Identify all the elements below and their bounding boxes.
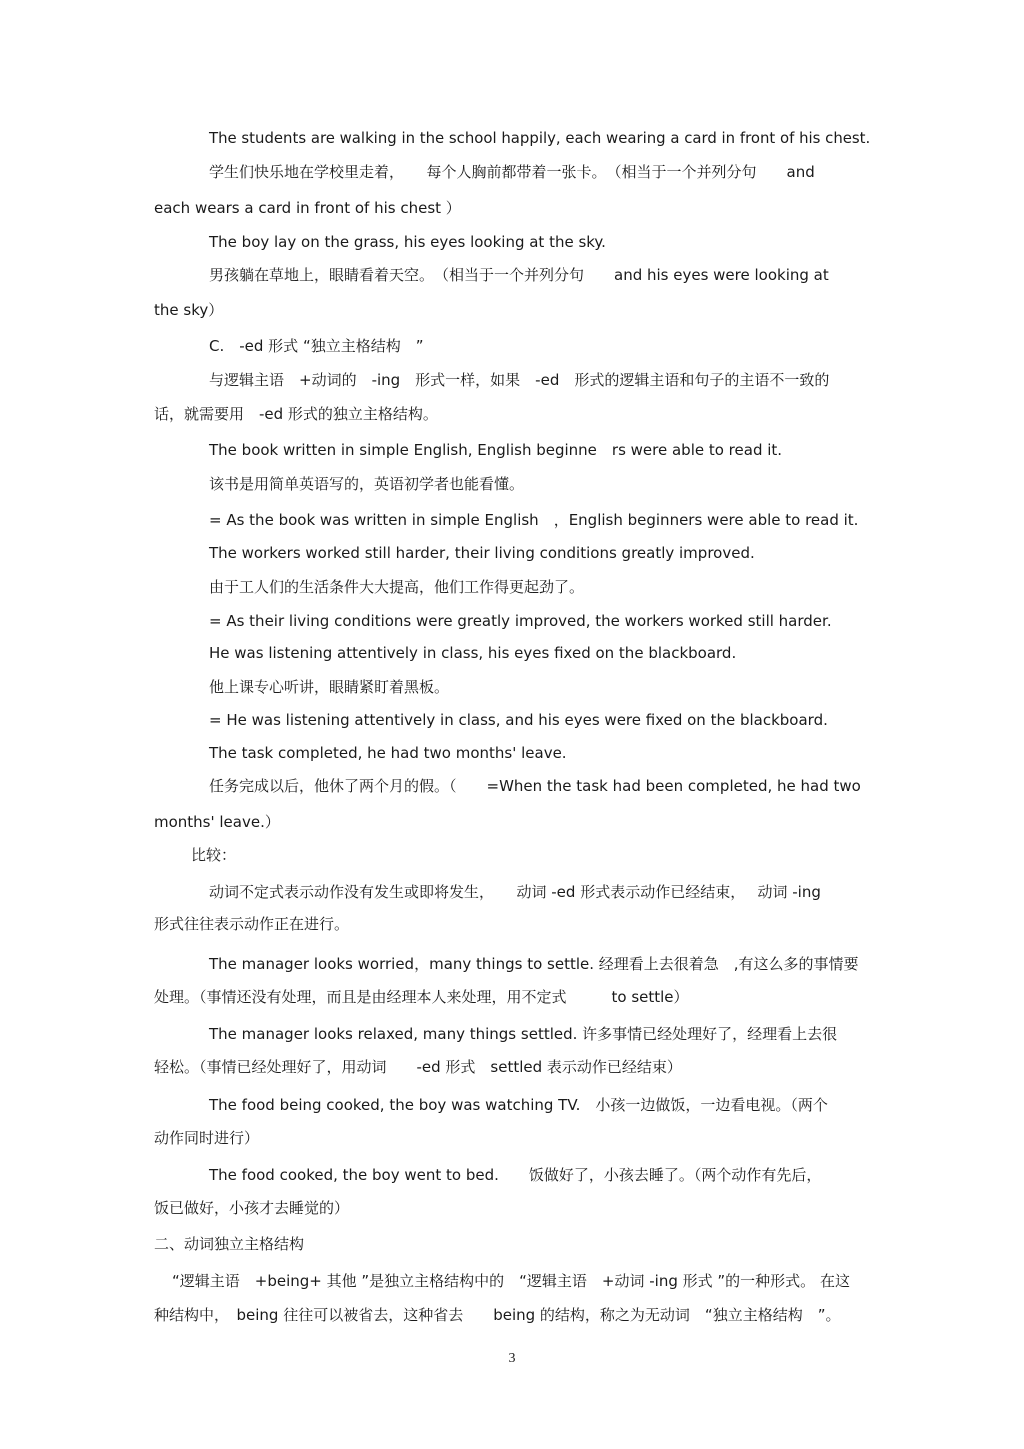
text-line: The task completed, he had two months' leave.	[209, 744, 567, 762]
text-line: The food being cooked, the boy was watching TV. 小孩一边做饭，一边看电视。（两个	[209, 1096, 828, 1114]
text-line: The book written in simple English, English beginne rs were able to read it.	[209, 441, 783, 459]
section-heading: C. -ed 形式 “独立主格结构 ”	[209, 337, 424, 355]
text-line: The students are walking in the school happily, each wearing a card in front of his chest.	[209, 129, 871, 147]
text-line: 饭已做好，小孩才去睡觉的）	[154, 1199, 350, 1217]
text-line: 该书是用简单英语写的，英语初学者也能看懂。	[209, 475, 525, 493]
text-line: = As their living conditions were greatly improved, the workers worked still harder.	[209, 612, 832, 630]
text-line: 种结构中， being 往往可以被省去，这种省去 being 的结构，称之为无动词 “独立主格结构 ”。	[154, 1306, 841, 1324]
text-line: 轻松。（事情已经处理好了，用动词 -ed 形式 settled 表示动作已经结束）	[154, 1058, 682, 1076]
text-line: 话，就需要用 -ed 形式的独立主格结构。	[154, 405, 438, 423]
text-line: months' leave.）	[154, 813, 280, 831]
text-line: the sky）	[154, 301, 224, 319]
text-line: 动作同时进行）	[154, 1129, 260, 1147]
section-heading: 二、动词独立主格结构	[154, 1235, 305, 1253]
text-line: The boy lay on the grass, his eyes looking at the sky.	[209, 233, 606, 251]
section-heading: 比较：	[191, 846, 237, 864]
text-line: 形式往往表示动作正在进行。	[154, 915, 350, 933]
text-line: The manager looks relaxed, many things settled. 许多事情已经处理好了，经理看上去很	[209, 1025, 838, 1043]
text-line: = He was listening attentively in class, and his eyes were fixed on the blackboard.	[209, 711, 828, 729]
text-line: 他上课专心听讲，眼睛紧盯着黑板。	[209, 678, 450, 696]
text-line: He was listening attentively in class, his eyes fixed on the blackboard.	[209, 644, 737, 662]
text-line: 处理。（事情还没有处理，而且是由经理本人来处理，用不定式 to settle）	[154, 988, 689, 1006]
text-line: 由于工人们的生活条件大大提高，他们工作得更起劲了。	[209, 578, 585, 596]
text-line: “逻辑主语 +being+ 其他 ”是独立主格结构中的 “逻辑主语 +动词 -ing 形式 ”的一种形式。 在这	[172, 1272, 850, 1290]
text-line: each wears a card in front of his chest ）	[154, 199, 461, 217]
text-line: 任务完成以后，他休了两个月的假。（ =When the task had been completed, he had two	[209, 777, 861, 795]
text-line: The food cooked, the boy went to bed. 饭做好了，小孩去睡了。（两个动作有先后，	[209, 1166, 822, 1184]
text-line: = As the book was written in simple English ，English beginners were able to read it.	[209, 511, 859, 529]
text-line: 男孩躺在草地上，眼睛看着天空。 （相当于一个并列分句 and his eyes were looking at	[209, 266, 829, 284]
text-line: The manager looks worried，many things to settle. 经理看上去很着急 ,有这么多的事情要	[209, 955, 859, 973]
text-line: 动词不定式表示动作没有发生或即将发生， 动词 -ed 形式表示动作已经结束， 动词 -ing	[209, 883, 821, 901]
text-line: 与逻辑主语 +动词的 -ing 形式一样，如果 -ed 形式的逻辑主语和句子的主语不一致的	[209, 371, 830, 389]
text-line: The workers worked still harder, their living conditions greatly improved.	[209, 544, 755, 562]
text-line: 学生们快乐地在学校里走着， 每个人胸前都带着一张卡。 （相当于一个并列分句 and	[209, 163, 815, 181]
page-number: 3	[508, 1351, 516, 1366]
